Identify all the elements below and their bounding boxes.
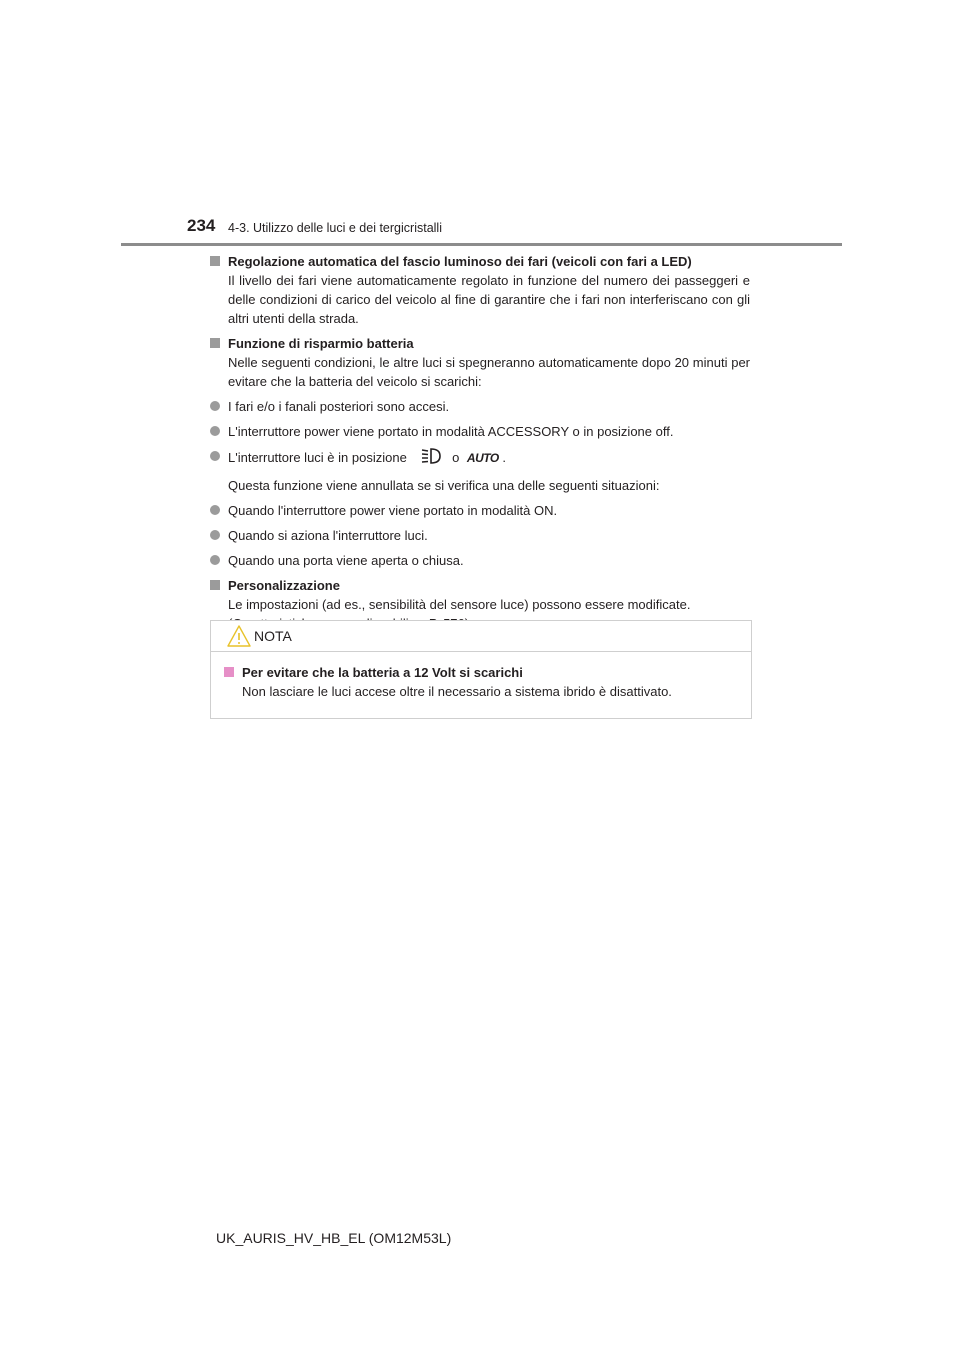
- list-item: Quando l'interruttore power viene portato in modalità ON.: [210, 501, 750, 520]
- main-content: [210, 252, 750, 633]
- note-header: [211, 621, 751, 652]
- section-leveling: [210, 252, 750, 328]
- list-item: L'interruttore power viene portato in modalità ACCESSORY o in posizione off.: [210, 422, 750, 441]
- header-rule: [121, 243, 842, 246]
- note-body: [224, 663, 739, 701]
- section-text: Le impostazioni (ad es., sensibilità del sensore luce) possono essere modificate.: [228, 597, 691, 612]
- circle-bullet-icon: [210, 505, 220, 515]
- list-item: L'interruttore luci è in posizione o AUTO .: [210, 447, 750, 470]
- document-code: UK_AURIS_HV_HB_EL (OM12M53L): [216, 1230, 452, 1246]
- section-title: 4-3. Utilizzo delle luci e dei tergicristalli: [228, 221, 442, 235]
- circle-bullet-icon: [210, 555, 220, 565]
- page-header: [0, 0, 960, 250]
- circle-bullet-icon: [210, 530, 220, 540]
- warning-icon: [227, 625, 251, 652]
- square-bullet-icon: [210, 580, 220, 590]
- list-item: Quando si aziona l'interruttore luci.: [210, 526, 750, 545]
- auto-icon: AUTO: [466, 451, 499, 465]
- section-heading: Regolazione automatica del fascio luminoso dei fari (veicoli con fari a LED): [210, 252, 750, 271]
- list-item: I fari e/o i fanali posteriori sono accesi.: [210, 397, 750, 416]
- note-box: [210, 620, 752, 719]
- circle-bullet-icon: [210, 401, 220, 411]
- circle-bullet-icon: [210, 451, 220, 461]
- section-heading: Funzione di risparmio batteria: [210, 334, 750, 353]
- section-text: Nelle seguenti condizioni, le altre luci si spegneranno automaticamente dopo 20 minuti per evitare che la batteria del veicolo si scarichi:: [228, 355, 750, 389]
- section-text: Questa funzione viene annullata se si verifica una delle seguenti situazioni:: [228, 478, 660, 493]
- square-bullet-icon: [210, 338, 220, 348]
- note-text: Non lasciare le luci accese oltre il necessario a sistema ibrido è disattivato.: [242, 684, 672, 699]
- section-text: Il livello dei fari viene automaticamente regolato in funzione del numero dei passeggeri e delle condizioni di carico del veicolo al fine di garantire che i fari non interferiscano con gli altri utenti della strada.: [228, 273, 750, 326]
- note-heading: Per evitare che la batteria a 12 Volt si scarichi: [224, 663, 739, 682]
- page-number: 234: [187, 216, 216, 235]
- headlight-icon: [420, 447, 442, 470]
- section-heading: Personalizzazione: [210, 576, 750, 595]
- square-bullet-icon: [224, 667, 234, 677]
- square-bullet-icon: [210, 256, 220, 266]
- section-battery-saver: [210, 334, 750, 570]
- list-item: Quando una porta viene aperta o chiusa.: [210, 551, 750, 570]
- circle-bullet-icon: [210, 426, 220, 436]
- note-title: NOTA: [254, 628, 292, 644]
